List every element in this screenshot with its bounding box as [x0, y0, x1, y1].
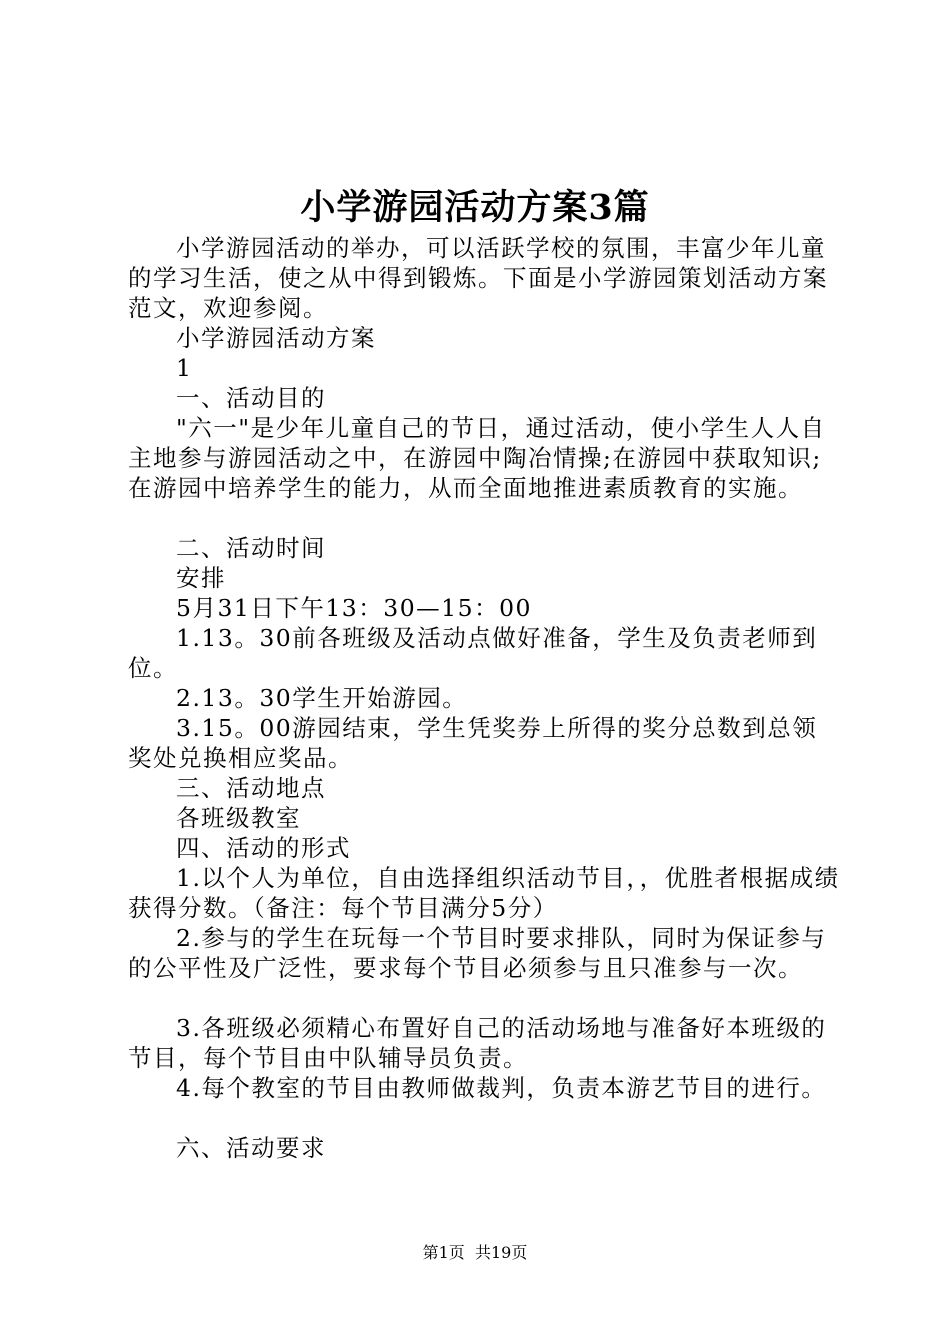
page-footer: [0, 1241, 950, 1265]
schedule-date: 5月31日下午13：30—15：00: [176, 594, 532, 622]
format-item: 4.每个教室的节目由教师做裁判，负责本游艺节目的进行。: [176, 1074, 827, 1102]
section-heading-time: 二、活动时间: [176, 534, 326, 562]
format-item: 1.以个人为单位，自由选择组织活动节目，，优胜者根据成绩获得分数。（备注：每个节目满分5分）: [128, 864, 840, 922]
schedule-item: 3.15。00游园结束，学生凭奖券上所得的奖分总数到总领奖处兑换相应奖品。: [128, 714, 818, 772]
spacer: [128, 983, 840, 1013]
section-heading-requirements: 六、活动要求: [176, 1134, 326, 1162]
schedule-label: 安排: [176, 564, 226, 592]
intro-paragraph: 小学游园活动的举办，可以活跃学校的氛围，丰富少年儿童的学习生活，使之从中得到锻炼。下面是小学游园策划活动方案范文，欢迎参阅。: [128, 234, 828, 322]
page-number: 第1页: [422, 1243, 465, 1262]
document-body: [128, 233, 840, 1163]
plan-number: 1: [176, 354, 193, 382]
section-heading-purpose: 一、活动目的: [176, 384, 326, 412]
section-heading-format: 四、活动的形式: [176, 834, 351, 862]
schedule-item: 2.13。30学生开始游园。: [176, 684, 468, 712]
document-title: 小学游园活动方案3篇: [300, 187, 650, 228]
format-item: 2.参与的学生在玩每一个节目时要求排队，同时为保证参与的公平性及广泛性，要求每个节目必须参与且只准参与一次。: [128, 924, 827, 982]
format-item: 3.各班级必须精心布置好自己的活动场地与准备好本班级的节目，每个节目由中队辅导员负责。: [128, 1014, 827, 1072]
location-text: 各班级教室: [176, 804, 301, 832]
schedule-item: 1.13。30前各班级及活动点做好准备，学生及负责老师到位。: [128, 624, 818, 682]
spacer: [128, 1103, 840, 1133]
purpose-paragraph: "六一"是少年儿童自己的节日，通过活动，使小学生人人自主地参与游园活动之中，在游园中陶冶情操;在游园中获取知识;在游园中培养学生的能力，从而全面地推进素质教育的实施。: [128, 414, 826, 502]
spacer: [128, 503, 840, 533]
plan-heading: 小学游园活动方案: [176, 324, 376, 352]
section-heading-location: 三、活动地点: [176, 774, 326, 802]
page-total: 共19页: [474, 1243, 528, 1262]
